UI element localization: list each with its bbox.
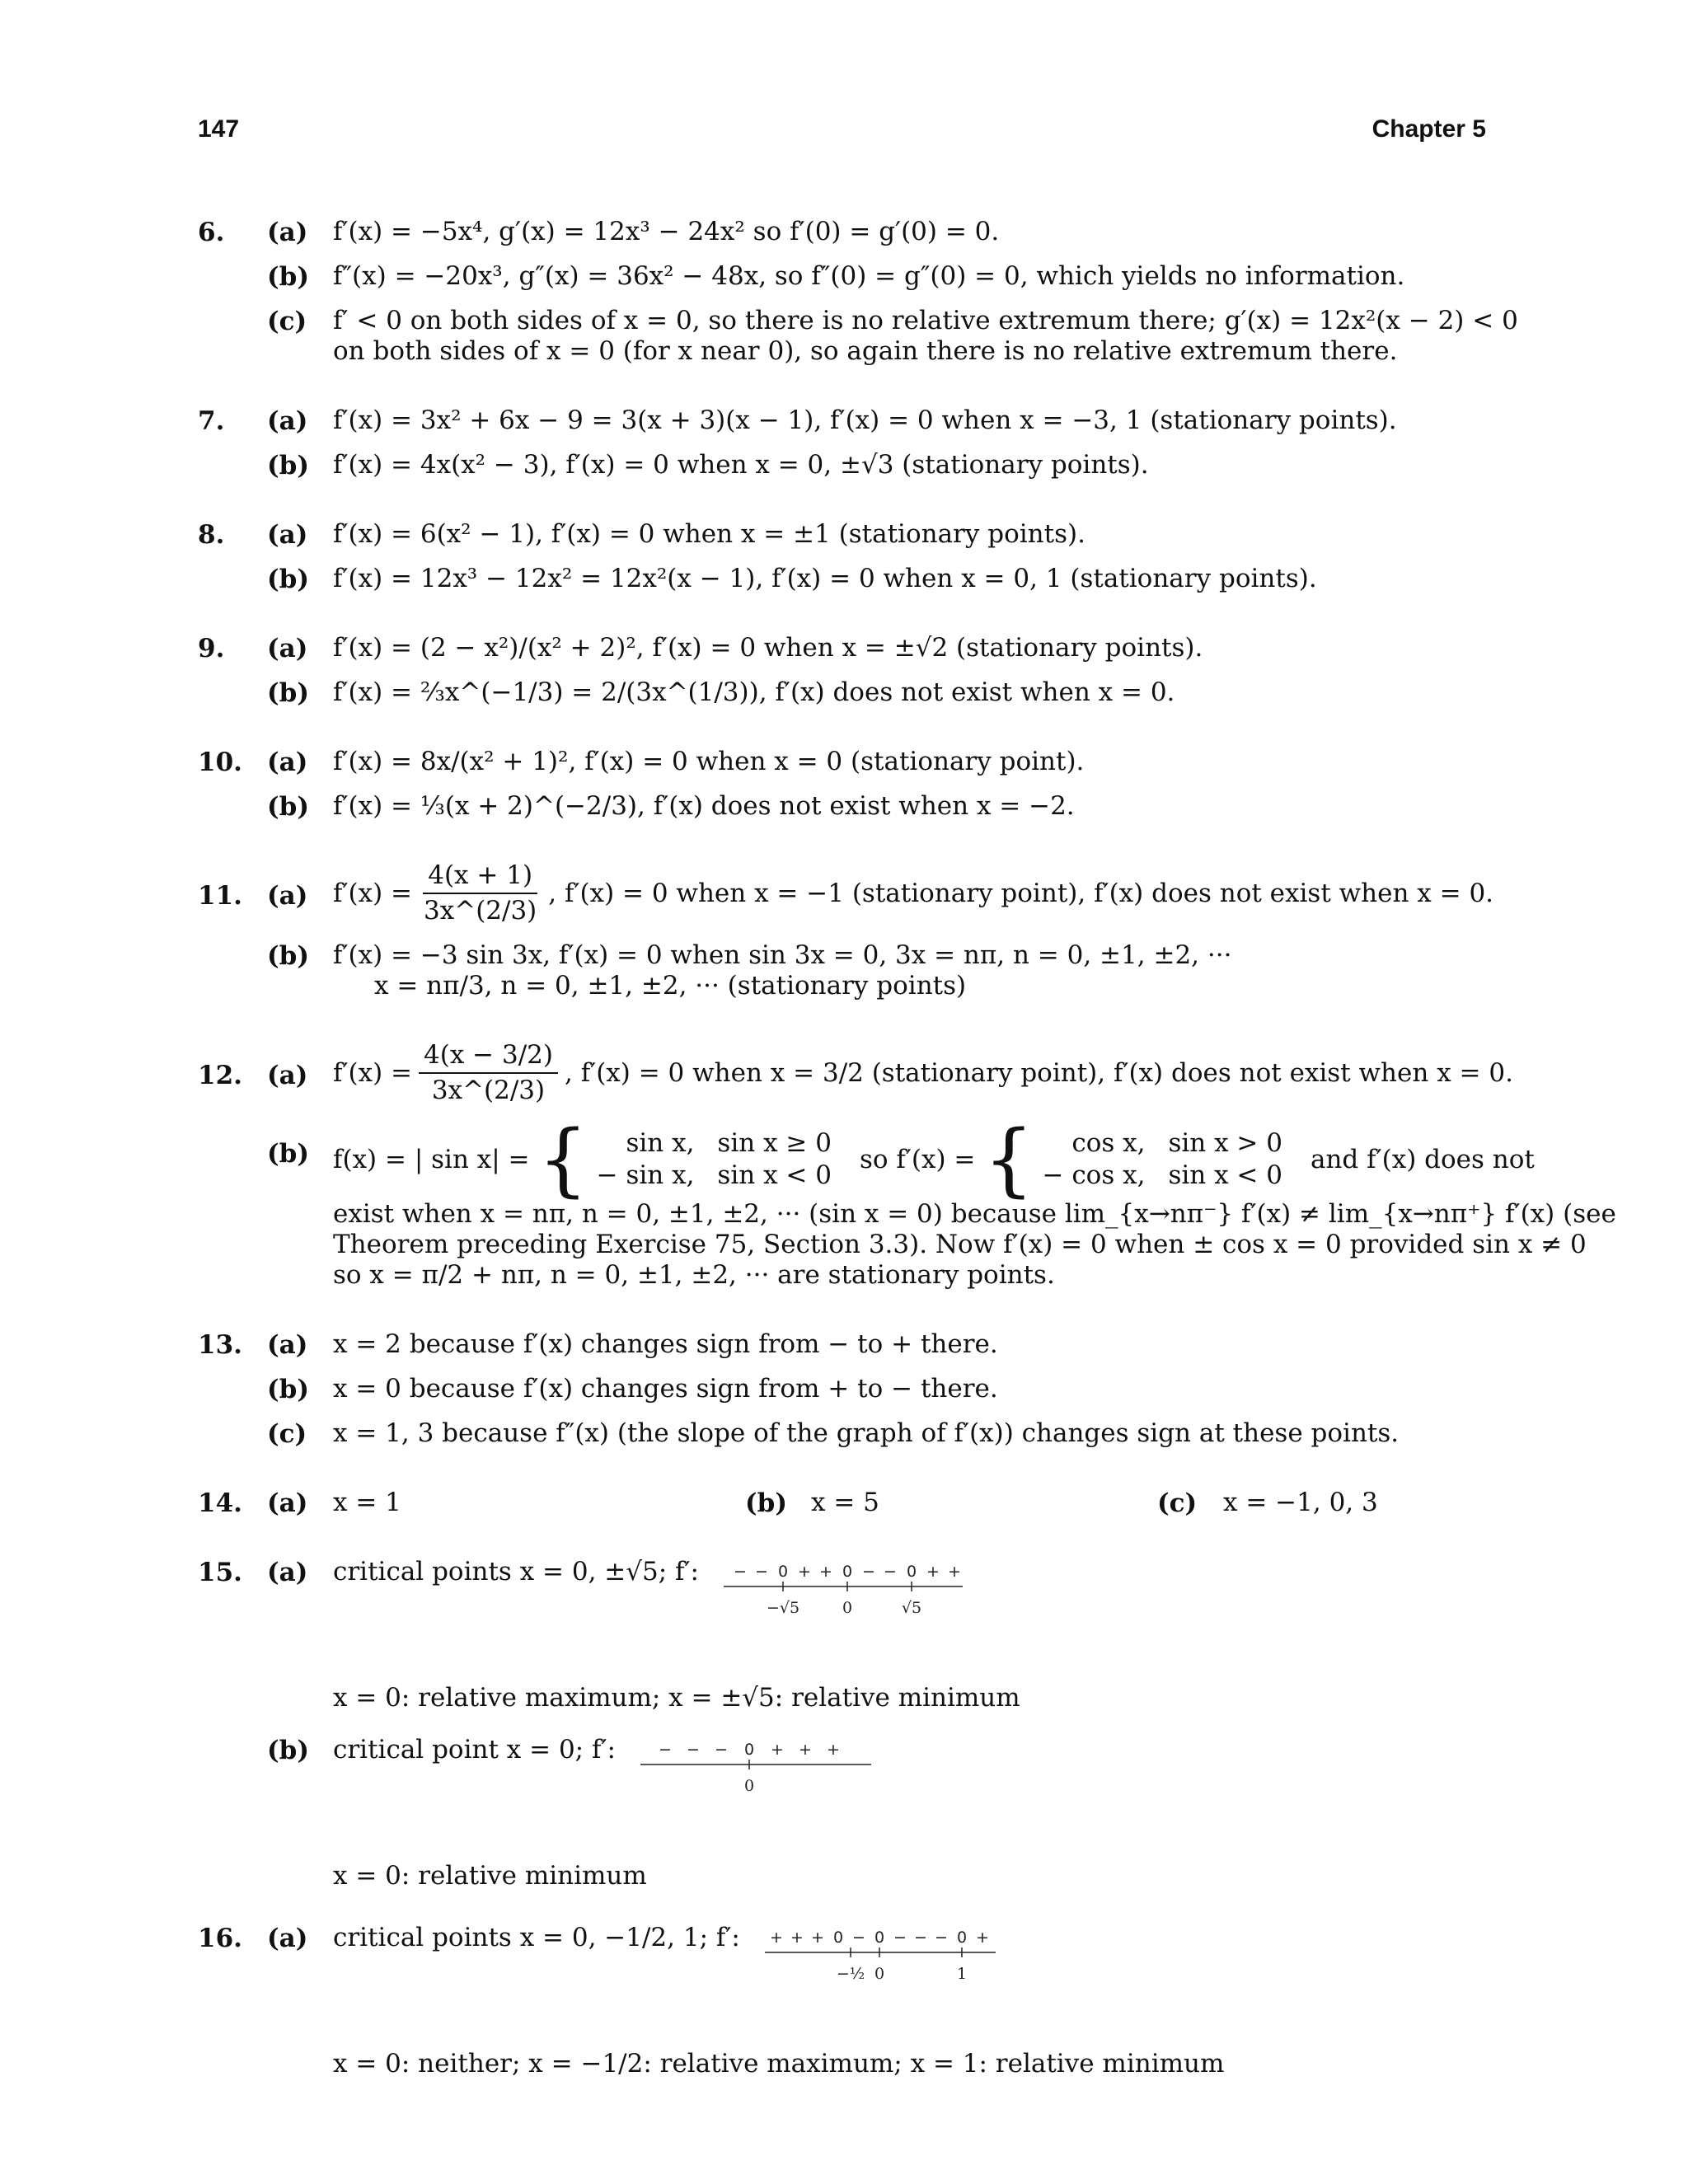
text-line: f′ < 0 on both sides of x = 0, so there is no relative extremum there; g′(x) = 12x²(x − 2) < 0: [333, 306, 1518, 335]
case-cond: sin x < 0: [717, 1160, 832, 1190]
sign-mark: −: [755, 1563, 768, 1581]
part-label: (a): [267, 1924, 308, 1953]
case-expr: cos x,: [1071, 1128, 1146, 1158]
solutions-body: [198, 210, 1616, 2104]
sign-mark: +: [810, 1929, 824, 1947]
part-label: (a): [267, 634, 308, 663]
formula-tail: and f′(x) does not: [1310, 1144, 1535, 1174]
text-line: on both sides of x = 0 (for x near 0), so again there is no relative extremum there.: [333, 336, 1398, 366]
sign-mark: +: [790, 1929, 804, 1947]
part-a: [267, 399, 1492, 443]
part-text: x = 1, 3 because f″(x) (the slope of the graph of f′(x)) changes sign at these points.: [333, 1418, 1400, 1448]
part-label: (b): [267, 1736, 310, 1765]
part-label: (a): [267, 748, 308, 777]
part-label: (a): [267, 881, 308, 911]
part-text: x = −1, 0, 3: [1223, 1488, 1378, 1517]
part-label: (b): [267, 262, 310, 292]
sign-mark: 0: [743, 1741, 754, 1759]
part-b: [267, 557, 1492, 602]
sign-mark: +: [975, 1929, 989, 1947]
formula-rest: , f′(x) = 0 when x = −1 (stationary point), f′(x) does not exist when x = 0.: [548, 878, 1494, 908]
part-b: [267, 785, 1492, 829]
part-label: (b): [267, 1375, 310, 1404]
sign-mark: −: [884, 1563, 897, 1581]
left-brace-icon: {: [537, 1113, 588, 1206]
part-text: f′(x) = −5x⁴, g′(x) = 12x³ − 24x² so f′(0) = g′(0) = 0.: [333, 217, 1000, 246]
sign-mark: 0: [832, 1929, 843, 1947]
part-text: f′(x) = 6(x² − 1), f′(x) = 0 when x = ±1 (stationary points).: [333, 519, 1085, 549]
case-cond: sin x ≥ 0: [717, 1128, 832, 1158]
exercise-16: [198, 1916, 1492, 2079]
sign-mark: +: [769, 1929, 783, 1947]
part-label: (b): [267, 678, 310, 708]
part-a: [267, 626, 1492, 671]
piecewise-formula: [333, 1113, 1616, 1206]
part-label: (a): [267, 406, 308, 436]
part-label: (a): [267, 218, 308, 247]
part-note: x = 0: neither; x = −1/2: relative maximum; x = 1: relative minimum: [333, 2049, 1225, 2079]
exercise-number: 7.: [198, 406, 225, 436]
part-a: [267, 513, 1492, 557]
sign-mark: +: [948, 1563, 961, 1581]
formula-lhs: f′(x) =: [333, 878, 413, 908]
tick-label: 1: [956, 1965, 967, 1983]
part-a: [267, 1323, 1492, 1367]
case-cond: sin x < 0: [1168, 1160, 1282, 1190]
exercise-number: 15.: [198, 1558, 242, 1587]
sign-mark: 0: [874, 1929, 884, 1947]
sign-mark: −: [893, 1929, 907, 1947]
part-text: x = 1: [333, 1488, 401, 1517]
text-line: f′(x) = −3 sin 3x, f′(x) = 0 when sin 3x = 0, 3x = nπ, n = 0, ±1, ±2, ···: [333, 940, 1232, 970]
sign-mark: +: [826, 1741, 840, 1759]
part-c: [267, 1412, 1492, 1456]
part-text: f′(x) = 4x(x² − 3), f′(x) = 0 when x = 0, ±√3 (stationary points).: [333, 450, 1149, 480]
case-cond: sin x > 0: [1168, 1128, 1282, 1158]
sign-mark: −: [686, 1741, 700, 1759]
text-line: exist when x = nπ, n = 0, ±1, ±2, ··· (sin x = 0) because lim_{x→nπ⁻} f′(x) ≠ lim_{x→nπ⁺} f′(x) (see: [333, 1199, 1616, 1229]
part-text: f′(x) = 12x³ − 12x² = 12x²(x − 1), f′(x) = 0 when x = 0, 1 (stationary points).: [333, 564, 1317, 593]
exercise-number: 6.: [198, 218, 225, 247]
part-text: f′(x) = ⅓(x + 2)^(−2/3), f′(x) does not exist when x = −2.: [333, 791, 1075, 821]
part-text: critical point x = 0; f′:: [333, 1735, 616, 1765]
fraction-denominator: 3x^(2/3): [424, 896, 537, 926]
sign-mark: 0: [842, 1563, 853, 1581]
part-c: [1157, 1481, 1378, 1526]
sign-mark: 0: [777, 1563, 789, 1581]
sign-mark: 0: [906, 1563, 917, 1581]
tick-label: 0: [743, 1777, 754, 1795]
left-brace-icon: {: [983, 1113, 1034, 1206]
exercise-7: [198, 399, 1492, 488]
exercise-14: [198, 1481, 1492, 1526]
part-text: critical points x = 0, −1/2, 1; f′:: [333, 1923, 740, 1952]
page-number: 147: [198, 115, 240, 143]
chapter-title: Chapter 5: [1372, 115, 1486, 143]
formula-rest: , f′(x) = 0 when x = 3/2 (stationary point), f′(x) does not exist when x = 0.: [564, 1057, 1513, 1088]
part-b: [267, 255, 1518, 299]
exercise-number: 13.: [198, 1330, 242, 1360]
part-label: (b): [745, 1488, 788, 1518]
exercise-15: [198, 1550, 1492, 1891]
sign-mark: 0: [956, 1929, 967, 1947]
exercise-8: [198, 513, 1492, 602]
part-label: (a): [267, 1488, 308, 1518]
exercise-number: 12.: [198, 1061, 242, 1090]
tick-label: −√5: [766, 1599, 800, 1617]
part-text: x = 0 because f′(x) changes sign from + to − there.: [333, 1374, 998, 1404]
part-b: [267, 1113, 1616, 1298]
part-text: critical points x = 0, ±√5; f′:: [333, 1557, 699, 1586]
fraction-numerator: 4(x + 1): [423, 860, 537, 894]
tick-label: 0: [874, 1965, 884, 1983]
sign-mark: −: [714, 1741, 728, 1759]
part-b: [267, 1367, 1492, 1412]
part-label: (c): [267, 307, 307, 336]
part-text: f′(x) = (2 − x²)/(x² + 2)², f′(x) = 0 when x = ±√2 (stationary points).: [333, 633, 1203, 663]
exercise-12: [198, 1033, 1616, 1298]
exercise-13: [198, 1323, 1492, 1456]
part-text: x = 2 because f′(x) changes sign from − to + there.: [333, 1329, 998, 1359]
cases-fprime: [1042, 1128, 1282, 1191]
part-label: (b): [267, 451, 310, 480]
part-text: f′(x) = ⅔x^(−1/3) = 2/(3x^(1/3)), f′(x) does not exist when x = 0.: [333, 677, 1175, 707]
exercise-number: 16.: [198, 1924, 242, 1953]
part-note: x = 0: relative maximum; x = ±√5: relative minimum: [333, 1683, 1020, 1713]
part-a: [267, 740, 1492, 785]
case-expr: − cos x,: [1042, 1160, 1146, 1190]
part-b: [267, 934, 1493, 1009]
part-text: f′(x) = 3x² + 6x − 9 = 3(x + 3)(x − 1), f′(x) = 0 when x = −3, 1 (stationary points).: [333, 405, 1397, 435]
sign-chart-15a: [715, 1558, 971, 1624]
exercise-number: 11.: [198, 881, 242, 911]
fraction-denominator: 3x^(2/3): [431, 1076, 546, 1105]
sign-mark: +: [819, 1563, 832, 1581]
part-label: (b): [267, 941, 310, 971]
part-text: x = 5: [811, 1488, 879, 1517]
sign-mark: +: [770, 1741, 784, 1759]
part-text: f″(x) = −20x³, g″(x) = 36x² − 48x, so f″(0) = g″(0) = 0, which yields no information.: [333, 261, 1405, 291]
case-expr: − sin x,: [596, 1160, 695, 1190]
exercise-number: 10.: [198, 748, 242, 777]
part-b: [745, 1481, 1157, 1526]
fraction-numerator: 4(x − 3/2): [419, 1040, 558, 1074]
part-a: [267, 1916, 1492, 1998]
sign-mark: −: [734, 1563, 747, 1581]
sign-chart-15b: [632, 1736, 879, 1802]
text-line: Theorem preceding Exercise 75, Section 3.3). Now f′(x) = 0 when ± cos x = 0 provided sin x ≠ 0: [333, 1230, 1587, 1259]
sign-mark: +: [926, 1563, 940, 1581]
part-label: (c): [1157, 1488, 1198, 1518]
part-a: [267, 210, 1518, 255]
sign-mark: +: [798, 1563, 811, 1581]
exercise-9: [198, 626, 1492, 715]
part-a: [267, 1481, 745, 1526]
part-b: [267, 671, 1492, 715]
part-label: (b): [267, 565, 310, 594]
sign-mark: −: [658, 1741, 672, 1759]
sign-chart-16a: [757, 1924, 1004, 1990]
part-a: [267, 1550, 1492, 1632]
part-label: (c): [267, 1419, 307, 1449]
part-a: [267, 1033, 1616, 1113]
sign-mark: −: [862, 1563, 875, 1581]
exercise-11: [198, 854, 1492, 1009]
exercise-number: 9.: [198, 634, 225, 663]
fraction: [419, 1040, 558, 1106]
part-c: [267, 299, 1518, 374]
formula-lhs: f(x) = | sin x| =: [333, 1144, 530, 1174]
exercise-10: [198, 740, 1492, 829]
tick-label: 0: [842, 1599, 853, 1617]
case-expr: sin x,: [626, 1128, 695, 1158]
sign-mark: −: [851, 1929, 865, 1947]
part-label: (b): [267, 1139, 310, 1169]
part-label: (a): [267, 1061, 308, 1090]
sign-mark: −: [913, 1929, 927, 1947]
part-text: f′(x) = 8x/(x² + 1)², f′(x) = 0 when x = 0 (stationary point).: [333, 747, 1085, 776]
part-label: (b): [267, 792, 310, 822]
tick-label: √5: [901, 1599, 922, 1617]
part-label: (a): [267, 520, 308, 550]
text-line: so x = π/2 + nπ, n = 0, ±1, ±2, ··· are stationary points.: [333, 1260, 1055, 1290]
part-label: (a): [267, 1330, 308, 1360]
part-b: [267, 1728, 1492, 1810]
cases-f: [597, 1128, 832, 1191]
sign-mark: +: [798, 1741, 812, 1759]
formula-lhs: f′(x) =: [333, 1057, 413, 1088]
fraction: [419, 860, 542, 926]
formula-mid: so f′(x) =: [859, 1144, 976, 1174]
tick-label: −½: [836, 1965, 865, 1983]
sign-mark: −: [934, 1929, 948, 1947]
text-line: x = nπ/3, n = 0, ±1, ±2, ··· (stationary points): [374, 971, 967, 1001]
part-label: (a): [267, 1558, 308, 1587]
part-b: [267, 443, 1492, 488]
part-note: x = 0: relative minimum: [333, 1861, 647, 1891]
part-a: [267, 854, 1493, 934]
exercise-number: 8.: [198, 520, 225, 550]
exercise-6: [198, 210, 1518, 374]
exercise-number: 14.: [198, 1488, 242, 1518]
